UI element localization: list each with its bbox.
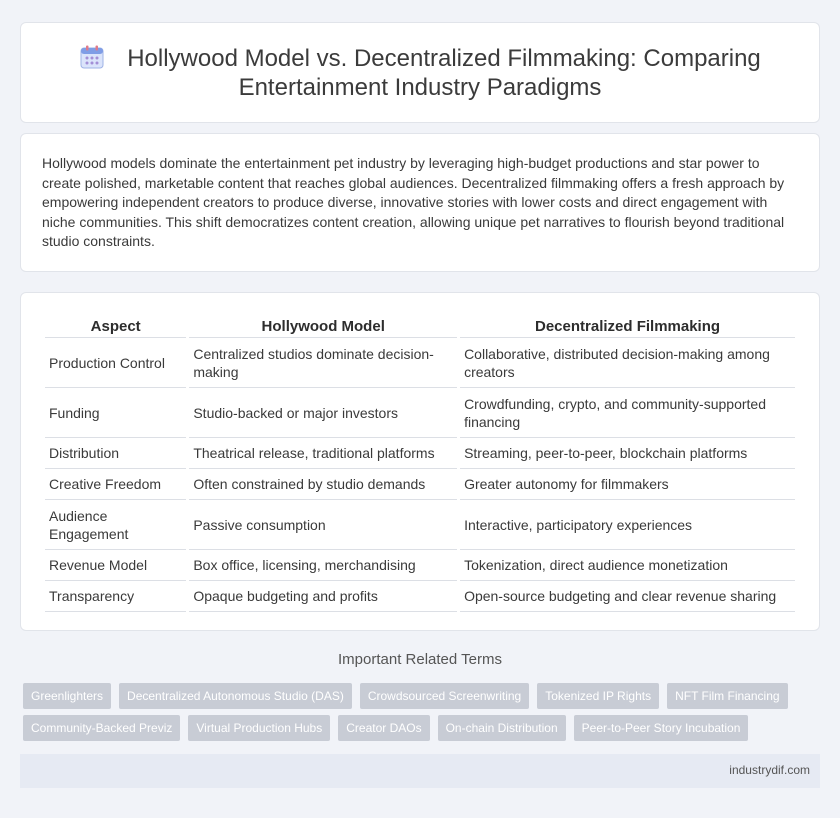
tag-row	[23, 715, 813, 741]
footer-bar	[20, 754, 820, 788]
tag-community-backed-previz[interactable]: Community-Backed Previz	[23, 715, 180, 741]
table-row	[45, 338, 795, 388]
row-aspect: Revenue Model	[45, 550, 186, 581]
title-card	[20, 22, 820, 123]
header-hollywood: Hollywood Model	[189, 316, 457, 338]
table-row	[45, 500, 795, 550]
tag-greenlighters[interactable]: Greenlighters	[23, 683, 111, 709]
row-decentralized: Tokenization, direct audience monetization	[460, 550, 795, 581]
table-row	[45, 438, 795, 469]
row-hollywood: Passive consumption	[189, 500, 457, 550]
tag-row	[23, 683, 813, 709]
tag-nft-film-financing[interactable]: NFT Film Financing	[667, 683, 787, 709]
tag-virtual-production-hubs[interactable]: Virtual Production Hubs	[188, 715, 330, 741]
intro-paragraph: Hollywood models dominate the entertainment pet industry by leveraging high-budget productions and star power to create polished, marketable content that reaches global audiences. Decentralized filmmaking offers a fresh approach by empowering independent creators to produce diverse, innovative stories with lower costs and direct engagement with niche communities. This shift democratizes content creation, allowing unique pet narratives to flourish beyond traditional studio constraints.	[42, 155, 785, 249]
related-terms-tags	[23, 683, 813, 747]
row-aspect: Audience Engagement	[45, 500, 186, 550]
row-hollywood: Studio-backed or major investors	[189, 388, 457, 438]
calendar-icon	[79, 45, 105, 69]
comparison-table	[42, 316, 798, 612]
tag-p2p-story-incubation[interactable]: Peer-to-Peer Story Incubation	[574, 715, 749, 741]
row-decentralized: Collaborative, distributed decision-making among creators	[460, 338, 795, 388]
row-aspect: Creative Freedom	[45, 469, 186, 500]
table-header-row	[45, 316, 795, 338]
related-terms-title: Important Related Terms	[338, 651, 502, 668]
row-hollywood: Theatrical release, traditional platforms	[189, 438, 457, 469]
tag-tokenized-ip-rights[interactable]: Tokenized IP Rights	[537, 683, 659, 709]
row-decentralized: Streaming, peer-to-peer, blockchain platforms	[460, 438, 795, 469]
table-row	[45, 581, 795, 612]
row-aspect: Funding	[45, 388, 186, 438]
header-aspect: Aspect	[45, 316, 186, 338]
row-decentralized: Interactive, participatory experiences	[460, 500, 795, 550]
row-decentralized: Greater autonomy for filmmakers	[460, 469, 795, 500]
tag-crowdsourced-screenwriting[interactable]: Crowdsourced Screenwriting	[360, 683, 529, 709]
row-hollywood: Box office, licensing, merchandising	[189, 550, 457, 581]
table-row	[45, 388, 795, 438]
tag-on-chain-distribution[interactable]: On-chain Distribution	[438, 715, 566, 741]
table-row	[45, 550, 795, 581]
row-hollywood: Often constrained by studio demands	[189, 469, 457, 500]
tag-creator-daos[interactable]: Creator DAOs	[338, 715, 429, 741]
row-aspect: Transparency	[45, 581, 186, 612]
row-hollywood: Opaque budgeting and profits	[189, 581, 457, 612]
header-decentralized: Decentralized Filmmaking	[460, 316, 795, 338]
row-aspect: Distribution	[45, 438, 186, 469]
row-decentralized: Crowdfunding, crypto, and community-supported financing	[460, 388, 795, 438]
comparison-card	[20, 292, 820, 631]
page-title-wrap	[21, 44, 819, 102]
row-hollywood: Centralized studios dominate decision-making	[189, 338, 457, 388]
row-decentralized: Open-source budgeting and clear revenue sharing	[460, 581, 795, 612]
footer-site-link[interactable]: industrydif.com	[729, 763, 810, 777]
row-aspect: Production Control	[45, 338, 186, 388]
table-row	[45, 469, 795, 500]
intro-card	[20, 133, 820, 272]
page-title: Hollywood Model vs. Decentralized Filmmaking: Comparing Entertainment Industry Paradigms	[127, 45, 761, 101]
tag-das[interactable]: Decentralized Autonomous Studio (DAS)	[119, 683, 352, 709]
